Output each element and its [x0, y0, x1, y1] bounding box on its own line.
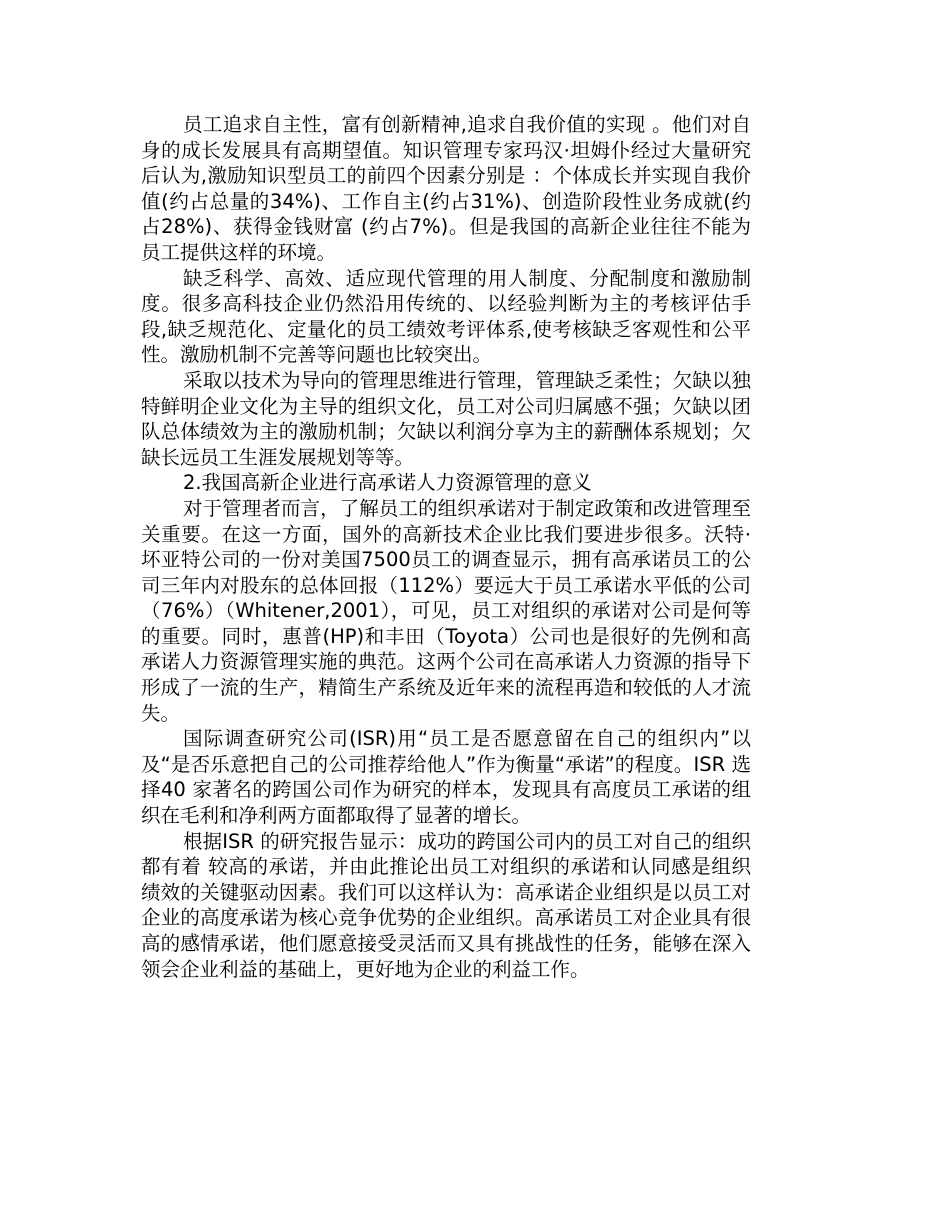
- paragraph-management-thinking: 采取以技术为导向的管理思维进行管理，管理缺乏柔性；欠缺以独特鲜明企业文化为主导的组织文化，员工对公司归属感不强；欠缺以团队总体绩效为主的激励机制；欠缺以利润分享为主的薪酬体系规划；欠缺长远员工生涯发展规划等等。: [141, 368, 751, 469]
- paragraph-isr-survey: 国际调查研究公司(ISR)用“员工是否愿意留在自己的组织内”以及“是否乐意把自己的公司推荐给他人”作为衡量“承诺”的程度。ISR 选择40 家著名的跨国公司作为研究的样本，发现具有高度员工承诺的组织在毛利和净利两方面都取得了显著的增长。: [141, 727, 751, 828]
- paragraph-employee-autonomy: 员工追求自主性，富有创新精神,追求自我价值的实现 。他们对自身的成长发展具有高期望值。知识管理专家玛汉·坦姆仆经过大量研究后认为,激励知识型员工的前四个因素分别是 ：个体成长并实现自我价值(约占总量的34%)、工作自主(约占31%)、创造阶段性业务成就(约占28%)、获得金钱财富 (约占7%)。但是我国的高新企业往往不能为员工提供这样的环境。: [141, 113, 751, 264]
- section-heading: 2.我国高新企业进行高承诺人力资源管理的意义: [183, 471, 592, 495]
- paragraph-isr-report: 根据ISR 的研究报告显示：成功的跨国公司内的员工对自己的组织都有着 较高的承诺，并由此推论出员工对组织的承诺和认同感是组织绩效的关键驱动因素。我们可以这样认为：高承诺企业组织是以员工对企业的高度承诺为核心竞争优势的企业组织。高承诺员工对企业具有很高的感情承诺，他们愿意接受灵活而又具有挑战性的任务，能够在深入领会企业利益的基础上，更好地为企业的利益工作。: [141, 829, 751, 981]
- paragraph-management-system: 缺乏科学、高效、适应现代管理的用人制度、分配制度和激励制度。很多高科技企业仍然沿用传统的、以经验判断为主的考核评估手段,缺乏规范化、定量化的员工绩效考评体系,使考核缺乏客观性和公平性。激励机制不完善等问题也比较突出。: [141, 266, 751, 367]
- paragraph-commitment-importance: 对于管理者而言，了解员工的组织承诺对于制定政策和改进管理至关重要。在这一方面，国外的高新技术企业比我们要进步很多。沃特·坏亚特公司的一份对美国7500员工的调查显示，拥有高承诺员工的公司三年内对股东的总体回报（112%）要远大于员工承诺水平低的公司（76%）（Whitener,2001），可见，员工对组织的承诺对公司是何等的重要。同时，惠普(HP)和丰田（Toyota）公司也是很好的先例和高承诺人力资源管理实施的典范。这两个公司在高承诺人力资源的指导下形成了一流的生产，精简生产系统及近年来的流程再造和较低的人才流失。: [141, 496, 751, 725]
- body-text: [141, 112, 751, 982]
